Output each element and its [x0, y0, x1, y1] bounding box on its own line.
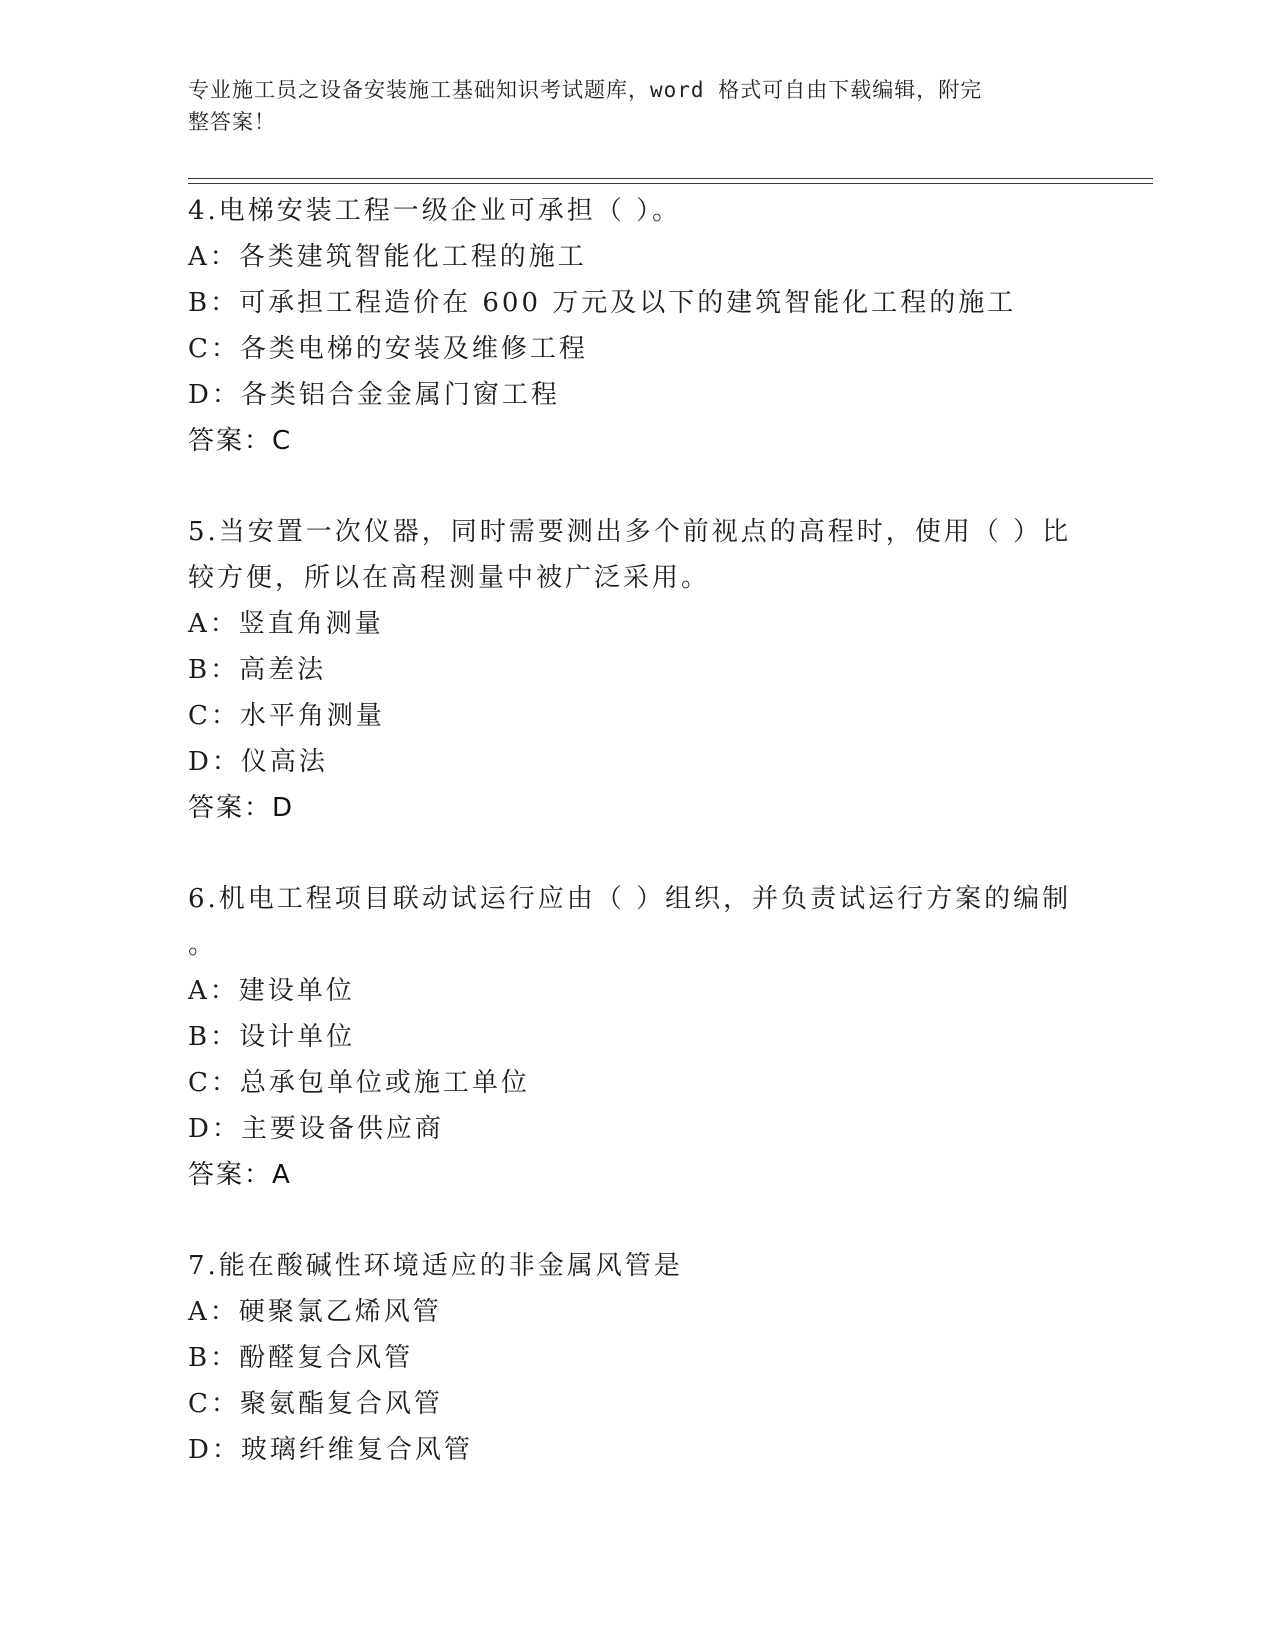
header-line-2: 整答案！ — [188, 110, 276, 134]
question-stem: 5.当安置一次仪器，同时需要测出多个前视点的高程时，使用（ ）比 — [188, 517, 1072, 547]
option-a: A：建设单位 — [188, 976, 355, 1006]
header-divider-top — [188, 178, 1153, 179]
document-header — [188, 74, 1068, 138]
option-b: B：设计单位 — [188, 1022, 356, 1052]
question-stem-continued: 。 — [188, 930, 218, 960]
option-c: C：聚氨酯复合风管 — [188, 1389, 443, 1419]
option-d: D：各类铝合金金属门窗工程 — [188, 380, 560, 410]
question-stem: 6.机电工程项目联动试运行应由（ ）组织，并负责试运行方案的编制 — [188, 884, 1072, 914]
question-stem: 4.电梯安装工程一级企业可承担（ ）。 — [188, 196, 682, 226]
option-d: D：主要设备供应商 — [188, 1114, 444, 1144]
option-b: B：可承担工程造价在 600 万元及以下的建筑智能化工程的施工 — [188, 288, 1017, 318]
answer-label: 答案：C — [188, 426, 293, 456]
question-stem-continued: 较方便，所以在高程测量中被广泛采用。 — [188, 563, 711, 593]
option-b: B：酚醛复合风管 — [188, 1343, 414, 1373]
header-line-1: 专业施工员之设备安装施工基础知识考试题库，word 格式可自由下载编辑，附完 — [188, 78, 983, 102]
option-d: D：仪高法 — [188, 747, 328, 777]
option-a: A：各类建筑智能化工程的施工 — [188, 242, 587, 272]
header-divider-bottom — [188, 183, 1153, 184]
option-c: C：水平角测量 — [188, 701, 385, 731]
option-c: C：各类电梯的安装及维修工程 — [188, 334, 588, 364]
option-a: A：竖直角测量 — [188, 609, 384, 639]
answer-label: 答案：D — [188, 793, 295, 823]
question-7 — [188, 1243, 1088, 1473]
option-a: A：硬聚氯乙烯风管 — [188, 1297, 442, 1327]
question-stem: 7.能在酸碱性环境适应的非金属风管是 — [188, 1251, 683, 1281]
answer-label: 答案：A — [188, 1160, 292, 1190]
question-list — [188, 188, 1088, 1473]
question-5 — [188, 509, 1088, 831]
option-d: D：玻璃纤维复合风管 — [188, 1435, 473, 1465]
question-6 — [188, 876, 1088, 1198]
option-c: C：总承包单位或施工单位 — [188, 1068, 530, 1098]
option-b: B：高差法 — [188, 655, 327, 685]
question-4 — [188, 188, 1088, 464]
